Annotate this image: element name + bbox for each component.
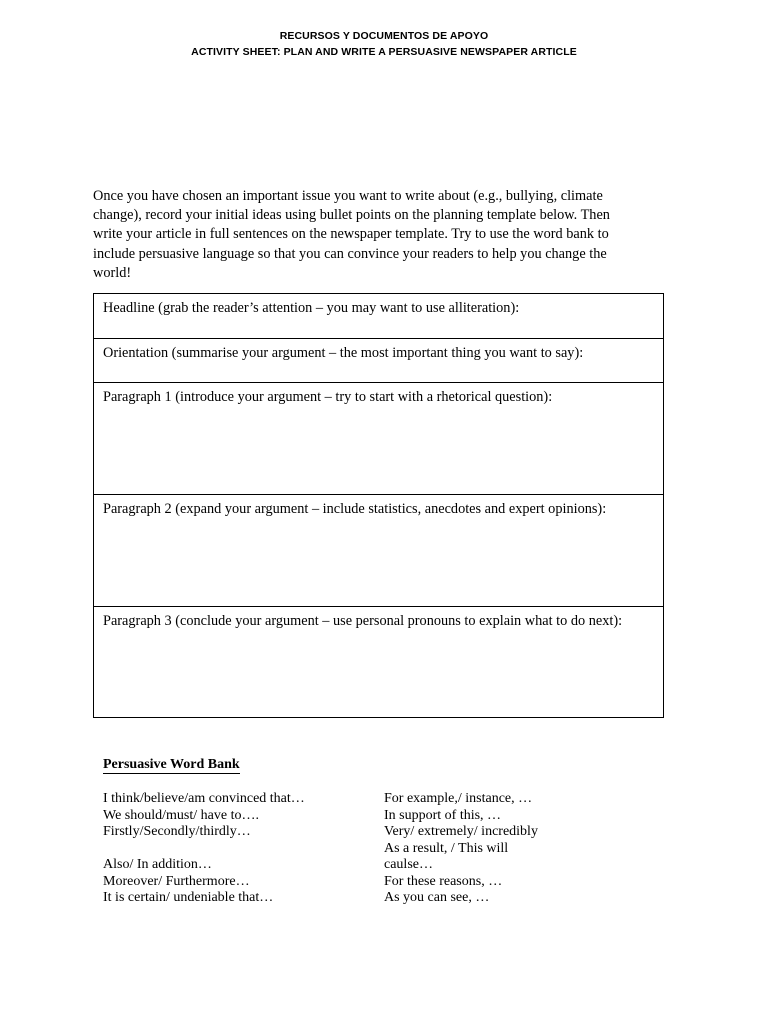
word-bank-item: Also/ In addition…	[103, 857, 212, 872]
word-bank-item: Very/ extremely/ incredibly	[384, 824, 538, 839]
word-bank-item: We should/must/ have to….	[103, 807, 259, 823]
intro-line: world!	[93, 264, 132, 281]
word-bank-item: I think/believe/am convinced that…	[103, 791, 305, 806]
word-bank-item: For example,/ instance, …	[384, 791, 533, 806]
paragraph-3-box[interactable]	[93, 606, 664, 718]
intro-line: change), record your initial ideas using bullet points on the planning template below. Then	[93, 207, 610, 224]
word-bank-right-column	[384, 791, 538, 907]
word-bank-left-column	[103, 791, 305, 907]
paragraph-3-prompt: Paragraph 3 (conclude your argument – use personal pronouns to explain what to do next):	[103, 613, 623, 629]
intro-line: write your article in full sentences on the newspaper template. Try to use the word bank to	[93, 226, 609, 243]
word-bank-item: It is certain/ undeniable that…	[103, 890, 274, 905]
paragraph-2-prompt: Paragraph 2 (expand your argument – include statistics, anecdotes and expert opinions):	[103, 501, 607, 517]
paragraph-1-box[interactable]	[93, 382, 664, 495]
paragraph-2-box[interactable]	[93, 494, 664, 607]
intro-line: Once you have chosen an important issue you want to write about (e.g., bullying, climate	[93, 188, 603, 204]
headline-box[interactable]	[93, 293, 664, 339]
paragraph-1-prompt: Paragraph 1 (introduce your argument – try to start with a rhetorical question):	[103, 389, 553, 405]
headline-prompt: Headline (grab the reader’s attention – you may want to use alliteration):	[103, 300, 520, 316]
word-bank-item: For these reasons, …	[384, 873, 503, 889]
header-title: RECURSOS Y DOCUMENTOS DE APOYO	[279, 30, 489, 42]
word-bank-item: In support of this, …	[384, 807, 502, 823]
intro-line: include persuasive language so that you can convince your readers to help you change the	[93, 245, 607, 262]
orientation-box[interactable]	[93, 338, 664, 383]
word-bank-item: Firstly/Secondly/thirdly…	[103, 824, 251, 839]
intro-paragraph	[93, 187, 668, 283]
word-bank-item: As a result, / This will	[384, 840, 509, 856]
word-bank-item: As you can see, …	[384, 890, 490, 905]
word-bank-item: Moreover/ Furthermore…	[103, 873, 250, 889]
word-bank-title: Persuasive Word Bank	[103, 757, 240, 772]
orientation-prompt: Orientation (summarise your argument – the most important thing you want to say):	[103, 345, 584, 361]
header-subtitle: ACTIVITY SHEET: PLAN AND WRITE A PERSUASIVE NEWSPAPER ARTICLE	[191, 46, 577, 58]
word-bank-item: caulse…	[384, 857, 433, 872]
